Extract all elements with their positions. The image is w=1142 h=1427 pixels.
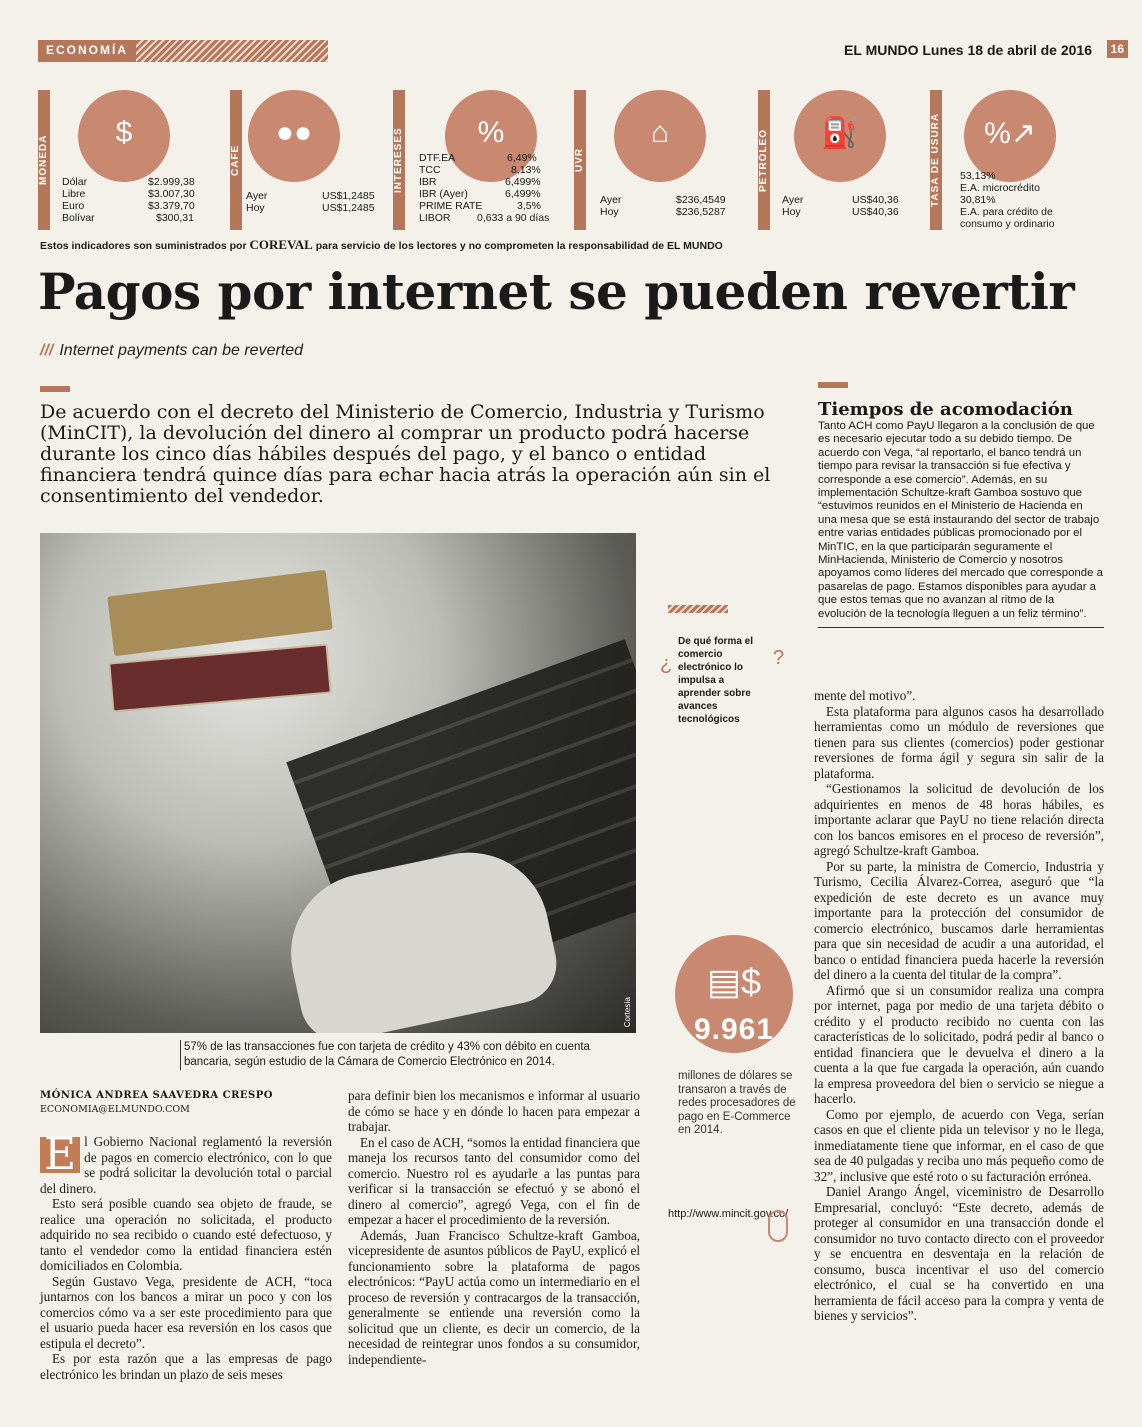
indicators-disclaimer: Estos indicadores son suministrados por COREVAL para servicio de los lectores y no comprometen la responsabilidad de EL MUNDO xyxy=(40,237,723,252)
indicator-rows: Dólar $2.999,38 Libre $3.007,30 Euro $3.379,70 Bolívar $300,31 xyxy=(62,176,195,224)
sidebar-accent-bar xyxy=(818,382,848,388)
indicator-intereses xyxy=(393,90,573,230)
indicator-rows: 53,13% E.A. microcrédito 30,81% E.A. para crédito de consumo y ordinario xyxy=(960,170,1055,230)
byline-email: ECONOMIA@ELMUNDO.COM xyxy=(40,1104,190,1115)
subhead: /// Internet payments can be reverted xyxy=(40,342,304,359)
oil-pump-icon: ⛽ xyxy=(794,90,886,182)
accent-bar xyxy=(40,386,70,392)
house-money-icon: ⌂ xyxy=(614,90,706,182)
source-link[interactable] xyxy=(668,1208,789,1221)
indicator-uvr xyxy=(574,90,754,230)
indicator-usura xyxy=(930,90,1098,230)
indicator-label: CAFÉ xyxy=(230,90,242,230)
question-mark-close: ? xyxy=(773,647,785,669)
coreval-logo: COREVAL xyxy=(249,237,313,252)
indicator-rows: Ayer US$40,36 Hoy US$40,36 xyxy=(782,194,899,218)
masthead xyxy=(844,42,1124,58)
indicator-rows: Ayer $236,4549 Hoy $236,5287 xyxy=(600,194,726,218)
lead-paragraph: De acuerdo con el decreto del Ministerio de Comercio, Industria y Turismo (MinCIT), la devolución del dinero al comprar un producto podrá hacerse durante los cinco días hábiles después del pago, y el banco o entidad financiera tendrá quince días para echar hacia atrás la operación aún sin el consentimiento del vendedor. xyxy=(40,401,771,507)
sidebar-rule xyxy=(818,627,1104,628)
headline: Pagos por internet se pueden revertir xyxy=(38,262,1075,321)
byline-author: MÓNICA ANDREA SAAVEDRA CRESPO xyxy=(40,1090,274,1101)
coffee-beans-icon: ●● xyxy=(248,90,340,182)
sidebar-box xyxy=(818,382,1104,628)
mouse-icon xyxy=(768,1210,788,1242)
section-label: ECONOMÍA xyxy=(38,40,136,62)
credit-card-gold xyxy=(107,570,333,656)
indicator-label: INTERESES xyxy=(393,90,405,230)
indicator-label: PETRÓLEO xyxy=(758,90,770,230)
indicator-rows: DTF.EA 6,49% TCC 8,13% IBR 6,499% IBR (Ayer) 6,499% PRIME RATE 3,5% LIBOR 0,633 a 90 días xyxy=(419,152,550,224)
indicators-strip xyxy=(38,90,1098,230)
section-tag xyxy=(38,40,328,62)
stat-badge xyxy=(675,935,793,1053)
percent-chart-icon: %↗ xyxy=(964,90,1056,182)
stat-number: 9.961 xyxy=(693,1013,775,1046)
indicator-moneda xyxy=(38,90,228,230)
credit-card-red xyxy=(108,644,332,713)
paper-name: EL MUNDO xyxy=(844,42,919,58)
question-text: De qué forma el comercio electrónico lo impulsa a aprender sobre avances tecnológicos xyxy=(678,636,754,725)
indicator-label: UVR xyxy=(574,90,586,230)
sidebar-body: Tanto ACH como PayU llegaron a la conclusión de que es necesario ejecutar todo a su debido tiempo. De acuerdo con Vega, “al reportarlo, el banco tendrá un tiempo para revisar la transacción si fue efectiva y corresponde a ese comercio”. Además, en su implementación Schultze-kraft Gamboa sostuvo que “estuvimos reunidos en el Ministerio de Hacienda en una mesa que se está instaurando del sector de trabajo entre varias entidades públicas promocionado por el MinTIC, en la que participarán seguramente el MinHacienda, Ministerio de Comercio y nosotros apoyamos como líderes del mercado que corresponde a pasarelas de pago. Estamos disponibles para ayudar a que estos temas que no avanzan al ritmo de la evolución de la tecnología lleguen a un feliz término”. xyxy=(818,420,1103,620)
stat-description: millones de dólares se transaron a través de redes procesadores de pago en E-Commerce en 2014. xyxy=(678,1070,796,1136)
article-column-2: para definir bien los mecanismos e informar al usuario de cómo se hace y en dónde lo hacen para empezar a trabajar. En el caso de ACH, “somos la entidad financiera que maneja los recursos tanto del consumidor como del comercio. Nuestro rol es ayudarle a las puntas para verificar si la transacción se efectuó y se abonó el dinero al comercio”, agregó Vega, con el fin de empezar a hacer el procedimiento de la reversión. Además, Juan Francisco Schultze-kraft Gamboa, vicepresidente de asuntos públicos de PayU, explicó el funcionamiento sobre la plataforma de pagos electrónicos: “PayU actúa como un intermediario en el proceso de reversión y contracargos de la transacción, generalmente se entiende una reversión como la solicitud que un cliente, es decir un comercio, de la necesidad de reintegrar unos fondos a su consumidor, independiente- xyxy=(348,1088,640,1367)
issue-date: Lunes 18 de abril de 2016 xyxy=(922,42,1092,58)
percent-coins-icon: % xyxy=(445,90,537,182)
article-column-1: E l Gobierno Nacional reglamentó la reversión de pagos en comercio electrónico, con lo que se podrá solicitar la devolución total o parcial del dinero. Esto será posible cuando sea objeto de fraude, se realice una operación no solicitada, el producto adquirido no sea recibido o cuando esté defectuoso, y tanto el vendedor como la entidad financiera estén domiciliados en Colombia. Según Gustavo Vega, presidente de ACH, “toca juntarnos con los bancos a mirar un poco y con los comercios cómo va a ser este procedimiento para que el usuario pueda hacer esa reversión en los casos que estipula el decreto”. Es por esta razón que a las empresas de pago electrónico les brindan un plazo de seis meses xyxy=(40,1129,332,1382)
article-column-3: mente del motivo”. Esta plataforma para algunos casos ha desarrollado herramientas como un módulo de reversiones que tienen para sus clientes (comercios) poder gestionar reversiones de forma ágil y segura sin salir de la plataforma. “Gestionamos la solicitud de devolución de los adquirientes en menos de 48 horas hábiles, es importante aclarar que PayU no tiene relación directa con los bancos emisores en el proceso de reversión”, agregó Schultze-kraft Gamboa. Por su parte, la ministra de Comercio, Industria y Turismo, Cecilia Álvarez-Correa, aseguró que “la expedición de este decreto es un avance muy importante para la protección del consumidor de comercio electrónico, buscamos darle herramientas para que sin necesidad de acudir a una autoridad, el banco o entidad financiera pueda hacerle la reversión del dinero a la cuenta del titular de la compra”. Afirmó que si un consumidor realiza una compra por internet, paga por medio de una tarjeta débito o crédito y el producto recibido no cuenta con las características de lo solicitado, podrá pedir al banco o entidad financiera que le devuelva el dinero a la cuenta a la que fue cargada la operación, aún cuando la empresa proveedora del bien o servicio se niegue a hacerlo. Como por ejemplo, de acuerdo con Vega, serían casos en que el cliente pida un televisor y no le llega, inmediatamente tiene que informar, en el caso de que sea de 40 pulgadas y reciba uno más pequeño como de 32”, inclusive que esté roto o su facturación errónea. Daniel Arango Ángel, viceministro de Desarrollo Empresarial, concluyó: “Este decreto, además de proteger al consumidor en una transacción donde el consumidor no tuvo contacto directo con el proveedor y se encuentra en desventaja en la relación de consumo, busca incentivar el uso del comercio electrónico, el cual se ha convertido en una herramienta de fácil acceso para la compra y venta de bienes y servicios”. xyxy=(814,688,1104,1323)
article-photo xyxy=(40,533,636,1033)
question-bar xyxy=(668,605,728,613)
photo-caption: 57% de las transacciones fue con tarjeta de crédito y 43% con débito en cuenta bancaria, según estudio de la Cámara de Comercio Electrónico en 2014. xyxy=(180,1040,636,1070)
photo-credit: Cortesía xyxy=(623,996,632,1027)
question-box xyxy=(658,605,788,725)
indicator-cafe xyxy=(230,90,410,230)
page-number: 16 xyxy=(1107,40,1128,58)
sidebar-title: Tiempos de acomodación xyxy=(818,399,1073,420)
indicator-rows: Ayer US$1,2485 Hoy US$1,2485 xyxy=(246,190,375,214)
money-icon: $ xyxy=(78,90,170,182)
indicator-label: TASA DE USURA xyxy=(930,90,942,230)
indicator-label: MONEDA xyxy=(38,90,50,230)
source-url[interactable]: http://www.mincit.gov.co/ xyxy=(668,1208,789,1220)
question-mark-open: ¿ xyxy=(660,653,673,675)
dropcap: E xyxy=(40,1137,80,1173)
money-stack-icon: ▤$ xyxy=(706,961,762,1002)
indicator-petroleo xyxy=(758,90,938,230)
